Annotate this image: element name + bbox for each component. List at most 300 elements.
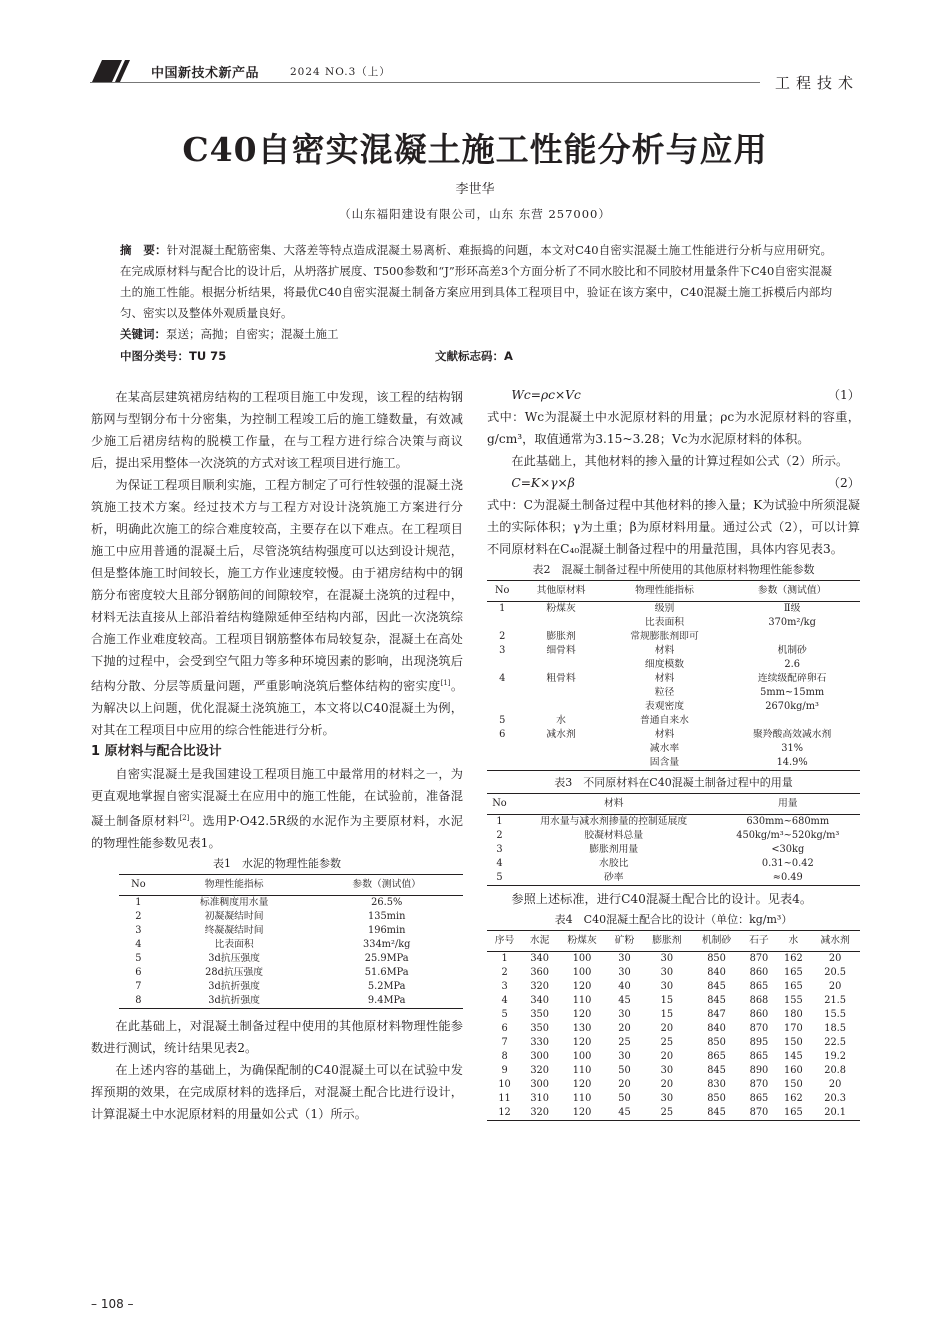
table-row	[119, 994, 463, 1009]
body-paragraph: 在此基础上，对混凝土制备过程中使用的其他原材料物理性能参数进行测试，统计结果见表2。	[91, 1019, 463, 1056]
table-cell: 级别	[654, 603, 675, 614]
table-cell: 30	[660, 1065, 674, 1076]
abstract	[120, 240, 832, 345]
table-row	[487, 658, 860, 672]
table-cell: 砂率	[512, 871, 716, 886]
table-cell: 水	[556, 715, 566, 726]
table-cell: 868	[749, 995, 769, 1006]
table2-caption: 表2 混凝土制备过程中所使用的其他原材料物理性能参数	[532, 563, 815, 576]
doc-value: A	[504, 349, 513, 363]
table-cell: 粉煤灰	[546, 603, 576, 614]
table-cell: 1	[135, 897, 142, 909]
table-cell: 180	[784, 1009, 803, 1020]
table-cell: 110	[572, 995, 592, 1006]
table-header-cell: 序号	[487, 931, 522, 952]
table-row	[487, 1092, 860, 1106]
table-cell: 865	[749, 981, 769, 992]
table-row	[487, 1022, 860, 1036]
table-cell: 170	[784, 1023, 803, 1034]
table-row	[487, 1106, 860, 1121]
formula-text: Wc=ρc×Vc	[511, 388, 581, 402]
table-cell: 4	[501, 995, 508, 1006]
table-cell: 330	[530, 1037, 550, 1048]
table-row	[487, 714, 860, 728]
table-cell: 20	[618, 1079, 631, 1090]
table-cell: 165	[777, 1106, 811, 1121]
table-cell: 300	[530, 1051, 550, 1062]
table-header-cell: 粉煤灰	[557, 931, 607, 952]
table-cell: 3	[501, 981, 508, 992]
left-column	[91, 386, 463, 1125]
table-cell: 8	[119, 994, 158, 1009]
table-cell: 粒径	[654, 687, 675, 698]
table-cell: 150	[784, 1079, 803, 1090]
body-paragraph: 在此基础上，其他材料的掺入量的计算过程如公式（2）所示。	[511, 454, 849, 468]
table-cell: 26.5%	[371, 897, 403, 909]
clc-value: TU 75	[189, 349, 227, 363]
table-cell: 370m²/kg	[768, 617, 816, 628]
table-row	[487, 1078, 860, 1092]
table-cell	[724, 714, 860, 728]
table-cell: 15	[660, 1009, 674, 1020]
table-row	[119, 952, 463, 966]
table-row	[487, 616, 860, 630]
keywords: 泵送；高抛；自密实；混凝土施工	[166, 327, 339, 341]
formula-1	[487, 384, 860, 406]
table-cell: ≈0.49	[716, 871, 860, 886]
table-cell: 20.8	[824, 1065, 847, 1076]
table-header-cell: 材料	[512, 794, 716, 815]
table-cell: 870	[749, 1023, 769, 1034]
table-cell: 850	[707, 953, 726, 964]
formula-number: （2）	[827, 476, 860, 490]
table-header-cell: 水泥	[522, 931, 557, 952]
keywords-label: 关键词：	[120, 327, 166, 341]
table-cell: 120	[572, 1009, 592, 1020]
table-cell: 50	[618, 1065, 631, 1076]
table-cell: 320	[530, 1065, 550, 1076]
table-header-cell: 水	[777, 931, 811, 952]
table-cell: 3	[135, 925, 142, 937]
table-row	[487, 630, 860, 644]
table-cell: 320	[522, 1106, 557, 1121]
table-row	[119, 910, 463, 924]
table-cell: 2	[501, 967, 508, 978]
table-cell: 20	[618, 1023, 631, 1034]
table-row	[487, 700, 860, 714]
table-cell: 20	[828, 981, 842, 992]
body-paragraph: 在某高层建筑裙房结构的工程项目施工中发现，该工程的结构钢筋网与型钢分布十分密集，为控制工程竣工后的施工缝数量，有效减少施工后裙房结构的脱模工作量，在与工程方进行综合决策与商议后，提出采用整体一次浇筑的方式对该工程项目进行施工。	[91, 390, 463, 470]
table-header-cell: 矿粉	[607, 931, 642, 952]
table-cell: 连续级配碎卵石	[757, 673, 827, 684]
table-cell	[487, 616, 517, 630]
table-cell: 膨胀剂用量	[589, 844, 639, 855]
table-row	[487, 843, 860, 857]
table-cell: 5	[499, 715, 506, 726]
table-cell	[487, 686, 517, 700]
table3-caption: 表3 不同原材料在C40混凝土制备过程中的用量	[554, 776, 793, 789]
table-cell: 聚羚酸高效减水剂	[752, 729, 832, 740]
page-number: – 108 –	[91, 1297, 134, 1311]
table-cell: 860	[749, 1009, 769, 1020]
table-cell	[487, 700, 517, 714]
table-cell: 334m²/kg	[362, 939, 411, 951]
table-cell: 100	[572, 1051, 592, 1062]
table-cell	[517, 686, 604, 700]
table-cell: 细度模数	[644, 659, 685, 670]
table-cell: 845	[707, 995, 726, 1006]
table-cell: <30kg	[771, 844, 805, 855]
table-cell: 5	[135, 953, 142, 965]
table-cell: 165	[784, 981, 803, 992]
table-cell: 5mm~15mm	[760, 687, 825, 698]
section-heading: 1 原材料与配合比设计	[91, 744, 222, 760]
formula-2	[487, 472, 860, 494]
table-cell	[487, 742, 517, 756]
table-cell: 31%	[781, 743, 804, 754]
table-cell: 30	[660, 981, 674, 992]
table-cell: 2	[496, 830, 503, 841]
table-row	[487, 1008, 860, 1022]
right-column	[487, 384, 860, 1121]
table-header-cell: 物理性能指标	[605, 581, 725, 602]
table-cell: 终凝凝结时间	[204, 925, 264, 937]
table-cell: 865	[749, 1051, 769, 1062]
table-cell: 30	[660, 953, 674, 964]
table-cell: 162	[784, 953, 803, 964]
table-cell: 6	[499, 729, 506, 740]
table-cell: 350	[530, 1009, 550, 1020]
table-cell: 450kg/m³~520kg/m³	[736, 830, 840, 841]
table-cell: 15.5	[824, 1009, 847, 1020]
table-cell: 减水剂	[546, 729, 576, 740]
table-row	[119, 966, 463, 980]
table-cell: 30	[618, 967, 631, 978]
table-header-cell: 膨胀剂	[642, 931, 692, 952]
table-cell: 3	[496, 844, 503, 855]
abstract-label: 摘 要：	[120, 243, 167, 257]
table-cell: 20.5	[824, 967, 847, 978]
table-cell	[517, 756, 604, 771]
table-cell: 10	[498, 1079, 511, 1090]
author-name: 李世华	[455, 182, 495, 197]
table-cell: 340	[530, 995, 550, 1006]
table-cell: 材料	[654, 729, 675, 740]
table-cell: 普通自来水	[640, 715, 689, 726]
table-cell: 40	[618, 981, 631, 992]
table-header-cell: 参数（测试值）	[310, 875, 463, 896]
table-cell: 14.9%	[724, 756, 860, 771]
table-cell: 160	[784, 1065, 803, 1076]
table-cell: 100	[572, 967, 592, 978]
table-header-cell: 其他原材料	[517, 581, 604, 602]
table-cell: 30	[618, 953, 631, 964]
formula-description: 式中：C为混凝土制备过程中其他材料的掺入量；K为试验中所须混凝土的实际体积；γ为土重；β为原材料用量。通过公式（2），可以计算不同原材料在C₄₀混凝土制备过程中的用量范围，具体内容见表3。	[487, 498, 860, 556]
body-paragraph: 在上述内容的基础上，为确保配制的C40混凝土可以在试验中发挥预期的效果，在完成原材料的选择后，对混凝土配合比进行设计，计算混凝土中水泥原材料的用量如公式（1）所示。	[91, 1063, 463, 1122]
issue-number: 2024 NO.3（上）	[290, 66, 391, 78]
table-row	[487, 1036, 860, 1050]
table-cell: 3	[499, 645, 506, 656]
table-cell: 162	[784, 1093, 803, 1104]
table-row	[487, 686, 860, 700]
table-cell	[487, 756, 517, 771]
abstract-text: 针对混凝土配筋密集、大落差等特点造成混凝土易离析、难振捣的问题，本文对C40自密实混凝土施工性能进行分析与应用研究。在完成原材料与配合比的设计后，从坍落扩展度、T500参数和“J”形环高差3个方面分析了不同水胶比和不同胶材用量条件下C40自密实混凝土的施工性能。根据分析结果，将最优C40自密实混凝土制备方案应用到具体工程项目中，验证在该方案中，C40混凝土施工拆模后内部均匀、密实以及整体外观质量良好。	[120, 243, 832, 320]
table-cell: 25	[660, 1037, 674, 1048]
table-cell: 845	[692, 1106, 742, 1121]
table-cell: 120	[572, 981, 592, 992]
table-cell: 30	[660, 1093, 674, 1104]
table-cell: 50	[618, 1093, 631, 1104]
table-cell: 机制砂	[777, 645, 807, 656]
table-cell: 2	[499, 631, 506, 642]
table-cell: 310	[530, 1093, 550, 1104]
affiliation: （山东福阳建设有限公司，山东 东营 257000）	[339, 207, 611, 221]
table-cell: 340	[530, 953, 550, 964]
table-cell	[724, 630, 860, 644]
table-cell	[517, 742, 604, 756]
table-cell: 表观密度	[644, 701, 685, 712]
table-cell: 膨胀剂	[546, 631, 576, 642]
table-cell: 减水率	[649, 743, 680, 754]
table-cell: 6	[501, 1023, 508, 1034]
table4	[487, 930, 860, 1121]
table-cell: 11	[498, 1093, 511, 1104]
table1-caption: 表1 水泥的物理性能参数	[213, 857, 341, 871]
table-cell: 2.6	[784, 659, 800, 670]
table2	[487, 580, 860, 771]
table-cell: 28d抗压强度	[205, 967, 264, 979]
table-header-cell: No	[487, 794, 512, 815]
table-cell: 30	[618, 1051, 631, 1062]
journal-logo	[92, 60, 138, 82]
table-cell: 840	[707, 1023, 726, 1034]
table-cell: 12	[487, 1106, 522, 1121]
table-cell: 145	[784, 1051, 803, 1062]
formula-text: C=K×γ×β	[511, 476, 575, 490]
table-row	[487, 742, 860, 756]
table-cell: 20	[828, 1079, 842, 1090]
table-cell: 比表面积	[644, 617, 685, 628]
table-cell: 比表面积	[214, 939, 254, 951]
table-row	[119, 924, 463, 938]
table-cell: 865	[707, 1051, 726, 1062]
table-cell: 25.9MPa	[364, 953, 409, 965]
table-cell: 850	[707, 1093, 726, 1104]
table-cell: 材料	[654, 645, 675, 656]
table-cell: 1	[496, 816, 503, 827]
table-cell: 20.3	[824, 1093, 847, 1104]
table-cell: 水胶比	[599, 858, 629, 869]
para-text: 。选用P·O42.5R级的水泥作为主要原材料，水泥的物理性能参数见表1。	[91, 814, 463, 851]
table-cell: 870	[741, 1106, 776, 1121]
table-cell	[517, 658, 604, 672]
table-cell: Ⅱ级	[783, 603, 801, 614]
journal-name: 中国新技术新产品	[151, 66, 260, 81]
table-cell: 25	[618, 1037, 631, 1048]
para-text: 。为解决以上问题，优化混凝土浇筑施工，本文将以C40混凝土为例，对其在工程项目中应用的综合性能进行分析。	[91, 679, 464, 738]
table-cell: 110	[572, 1065, 592, 1076]
table-cell: 胶凝材料总量	[584, 830, 644, 841]
table-cell: 4	[499, 673, 506, 684]
table-row	[487, 980, 860, 994]
table-cell: 45	[618, 995, 631, 1006]
table-cell: 20	[660, 1079, 674, 1090]
table-cell: 1	[501, 953, 508, 964]
table-cell: 840	[707, 967, 726, 978]
table-row	[487, 815, 860, 830]
table-cell: 9.4MPa	[310, 994, 463, 1009]
table-cell: 845	[707, 981, 726, 992]
table-cell: 细骨料	[546, 645, 576, 656]
table-cell: 初凝凝结时间	[204, 911, 264, 923]
table-cell: 标准稠度用水量	[199, 897, 269, 909]
table-cell: 3d抗压强度	[208, 953, 260, 965]
table3	[487, 793, 860, 886]
table-cell: 5	[487, 871, 512, 886]
table-row	[487, 857, 860, 871]
body-paragraph: 参照上述标准，进行C40混凝土配合比的设计。见表4。	[511, 892, 813, 906]
table-cell	[517, 616, 604, 630]
table-cell: 120	[572, 1079, 592, 1090]
table-cell: 1	[499, 603, 506, 614]
table-cell: 22.5	[824, 1037, 847, 1048]
section-label: 工程技术	[775, 74, 860, 92]
table-row	[487, 952, 860, 967]
table-cell: 130	[572, 1023, 592, 1034]
table-cell: 4	[496, 858, 503, 869]
table-header-cell: 减水剂	[810, 931, 860, 952]
table-cell: 135min	[367, 911, 406, 923]
table-cell: 120	[557, 1106, 607, 1121]
table-cell: 350	[530, 1023, 550, 1034]
table-row	[487, 728, 860, 742]
table-row	[487, 1064, 860, 1078]
table-cell: 常规膨胀剂即可	[630, 631, 699, 642]
table-row	[487, 871, 860, 886]
table-row	[487, 994, 860, 1008]
table-cell: 150	[784, 1037, 803, 1048]
table-header-cell: 参数（测试值）	[724, 581, 860, 602]
table-row	[487, 1050, 860, 1064]
formula-number: （1）	[827, 388, 860, 402]
table-cell: 30	[660, 967, 674, 978]
table-cell	[487, 658, 517, 672]
table-cell: 870	[749, 953, 769, 964]
table-header-cell: 物理性能指标	[158, 875, 311, 896]
body-paragraph	[91, 474, 463, 741]
table-cell: 196min	[367, 925, 406, 937]
table-cell: 860	[749, 967, 769, 978]
table-row	[487, 644, 860, 658]
clc-label: 中图分类号：	[120, 349, 189, 363]
table-row	[487, 756, 860, 771]
table-header-cell: 机制砂	[692, 931, 742, 952]
header-rule	[90, 82, 760, 83]
para-text: 为保证工程项目顺利实施，工程方制定了可行性较强的混凝土浇筑施工技术方案。经过技术方与工程方对设计浇筑施工方案进行分析，明确此次施工的综合难度较高，主要存在以下难点。在工程项目施工中应用普通的混凝土后，尽管浇筑结构强度可以达到设计规范，但是整体施工时间较长，施工方作业速度较慢。由于裙房结构中的钢筋分布密度较大且部分钢筋间的间隙较窄，在混凝土浇筑的过程中，材料无法直接从上部沿着结构缝隙延伸至结构内部，因此一次浇筑综合施工作业难度较高。工程项目钢筋整体布局较复杂，混凝土在高处下抛的过程中，会受到空气阻力等多种环境因素的影响，出现浇筑后结构分散、分层等质量问题，严重影响浇筑后整体结构的密实度	[91, 478, 463, 694]
table-cell: 300	[530, 1079, 550, 1090]
table-cell: 3d抗折强度	[158, 994, 311, 1009]
table-row	[119, 938, 463, 952]
table-cell: 5	[501, 1009, 508, 1020]
table-cell: 45	[607, 1106, 642, 1121]
doc-code	[435, 348, 513, 364]
table-cell: 9	[501, 1065, 508, 1076]
classification-row	[120, 348, 832, 364]
table-cell: 固含量	[605, 756, 725, 771]
table-cell: 360	[530, 967, 550, 978]
table-cell: 20	[660, 1023, 674, 1034]
table-row	[487, 672, 860, 686]
table-cell: 2670kg/m³	[765, 701, 819, 712]
table-cell: 847	[707, 1009, 726, 1020]
table-cell: 6	[135, 967, 142, 979]
citation: [1]	[440, 679, 451, 687]
table1	[119, 874, 463, 1009]
table4-caption: 表4 C40混凝土配合比的设计（单位：kg/m³）	[554, 913, 793, 926]
table-cell: 4	[135, 939, 142, 951]
table-cell: 165	[784, 967, 803, 978]
table-header-cell: 用量	[716, 794, 860, 815]
citation: [2]	[179, 814, 190, 823]
table-header-cell: No	[119, 875, 158, 896]
table-row	[487, 602, 860, 617]
table-cell: 850	[707, 1037, 726, 1048]
table-cell: 材料	[654, 673, 675, 684]
table-cell: 890	[749, 1065, 769, 1076]
table-cell: 用水量与减水剂掺量的控制延展度	[540, 816, 688, 827]
table-cell: 20	[660, 1051, 674, 1062]
table-cell	[517, 700, 604, 714]
table-cell: 120	[572, 1037, 592, 1048]
table-cell: 21.5	[824, 995, 847, 1006]
table-header-cell: No	[487, 581, 517, 602]
table-cell: 15	[660, 995, 674, 1006]
table-row	[487, 966, 860, 980]
table-cell: 155	[784, 995, 803, 1006]
table-cell: 110	[572, 1093, 592, 1104]
table-cell: 粗骨料	[546, 673, 576, 684]
table-cell: 3d抗折强度	[208, 981, 260, 993]
table-cell: 19.2	[824, 1051, 847, 1062]
table-cell: 845	[707, 1065, 726, 1076]
table-cell: 7	[501, 1037, 508, 1048]
doc-label: 文献标志码：	[435, 349, 504, 363]
table-cell: 18.5	[824, 1023, 847, 1034]
table-cell: 870	[749, 1079, 769, 1090]
table-cell: 320	[530, 981, 550, 992]
table-cell: 20.1	[810, 1106, 860, 1121]
table-cell: 2	[135, 911, 142, 923]
table-cell: 865	[749, 1093, 769, 1104]
paper-title: C40自密实混凝土施工性能分析与应用	[182, 130, 768, 169]
table-cell: 20	[828, 953, 842, 964]
table-cell: 8	[501, 1051, 508, 1062]
table-row	[119, 896, 463, 911]
table-cell: 51.6MPa	[364, 967, 409, 979]
table-cell: 100	[572, 953, 592, 964]
para-text: 自密实混凝土是我国建设工程项目施工中最常用的材料之一，为更直观地掌握自密实混凝土在应用中的施工性能，在试验前，准备混凝土制备原材料	[91, 767, 463, 829]
table-cell: 25	[642, 1106, 692, 1121]
table-cell: 0.31~0.42	[761, 858, 814, 869]
table-cell: 895	[749, 1037, 769, 1048]
table-cell: 30	[618, 1009, 631, 1020]
table-row	[119, 980, 463, 994]
body-paragraph	[91, 763, 463, 854]
table-row	[487, 829, 860, 843]
table-cell: 7	[135, 981, 142, 993]
table-cell: 630mm~680mm	[746, 816, 830, 827]
table-cell: 5.2MPa	[367, 981, 406, 993]
